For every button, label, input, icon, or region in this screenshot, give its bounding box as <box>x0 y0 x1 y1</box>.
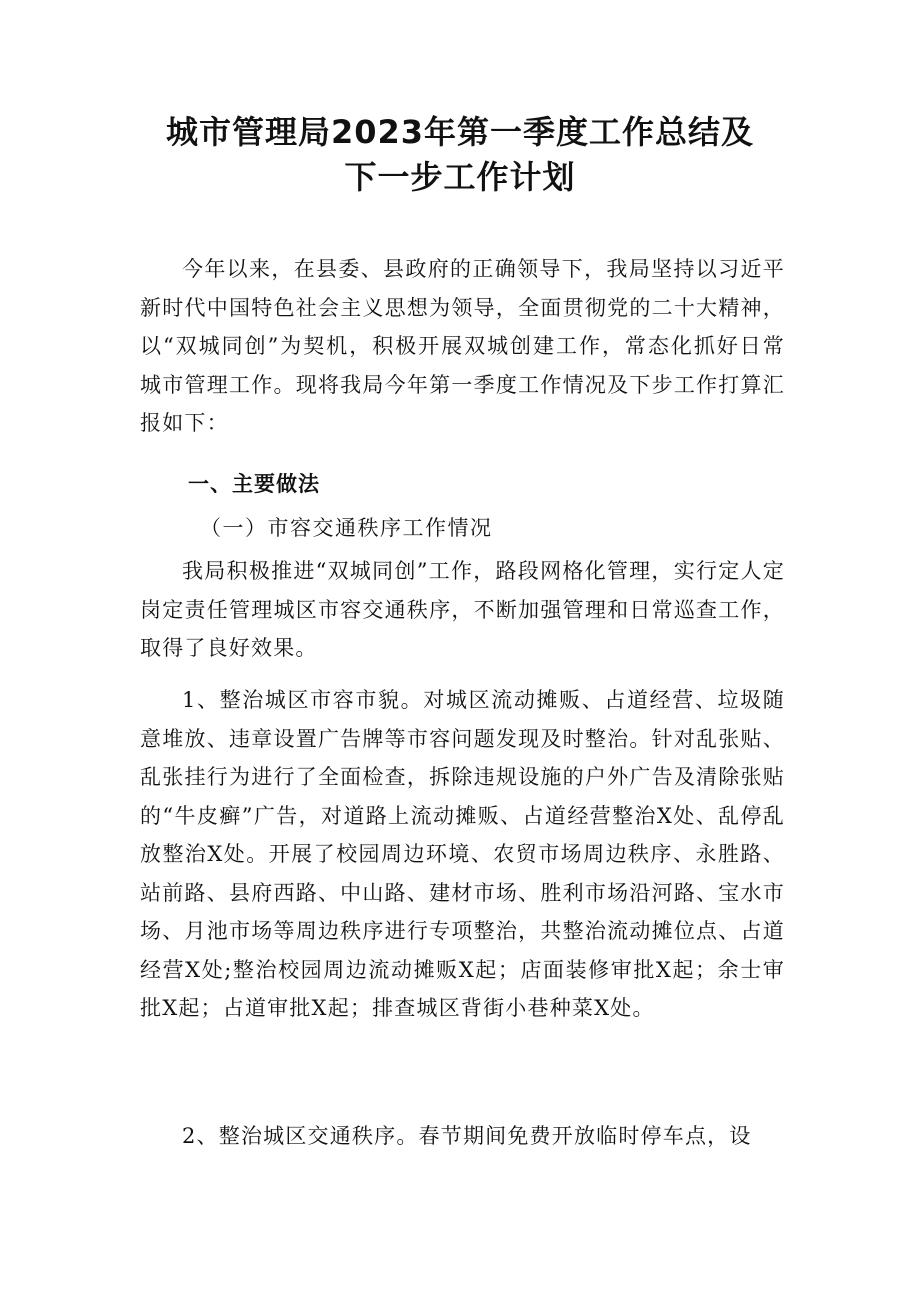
document-title-line2: 下一步工作计划 <box>344 158 576 196</box>
item-1-paragraph: 1、整治城区市容市貌。对城区流动摊贩、占道经营、垃圾随意堆放、违章设置广告牌等市容问题发现及时整治。针对乱张贴、乱张挂行为进行了全面检查，拆除违规设施的户外广告及清除张贴的“牛皮癣”广告，对道路上流动摊贩、占道经营整治X处、乱停乱放整治X处。开展了校园周边环境、农贸市场周边秩序、永胜路、站前路、县府西路、中山路、建材市场、胜利市场沿河路、宝水市场、月池市场等周边秩序进行专项整治，共整治流动摊位点、占道经营X处;整治校园周边流动摊贩X起；店面装修审批X起；余士审批X起；占道审批X起；排查城区背街小巷种菜X处。 <box>140 688 785 1020</box>
section-heading-main-practices: 一、主要做法 <box>188 472 320 496</box>
subsection-heading-traffic-order: （一）市容交通秩序工作情况 <box>200 516 493 540</box>
document-title-line1: 城市管理局2023年第一季度工作总结及 <box>165 113 755 151</box>
subsection-intro-paragraph: 我局积极推进“双城同创”工作，路段网格化管理，实行定人定岗定责任管理城区市容交通秩序，不断加强管理和日常巡查工作，取得了良好效果。 <box>140 559 785 660</box>
intro-paragraph: 今年以来，在县委、县政府的正确领导下，我局坚持以习近平新时代中国特色社会主义思想为领导，全面贯彻党的二十大精神，以“双城同创”为契机，积极开展双城创建工作，常态化抓好日常城市管理工作。现将我局今年第一季度工作情况及下步工作打算汇报如下： <box>140 257 785 435</box>
item-2-paragraph: 2、整治城区交通秩序。春节期间免费开放临时停车点，设 <box>182 1124 752 1148</box>
